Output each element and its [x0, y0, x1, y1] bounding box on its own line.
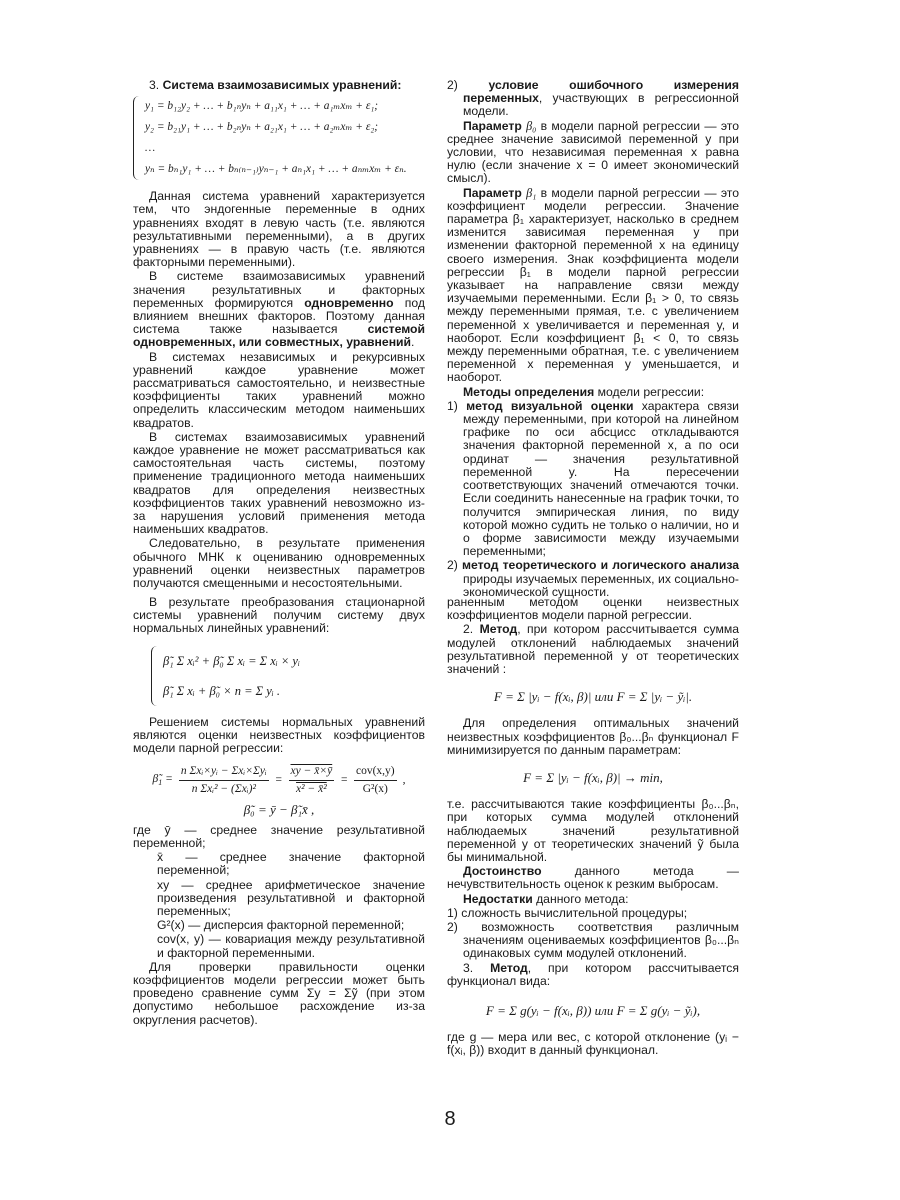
equation-system [133, 96, 425, 180]
left-brace [151, 646, 160, 706]
paragraph: Достоинство данного метода — нечувствительность оценок к резким выбросам. [447, 864, 739, 892]
where-line: G²(x) — дисперсия факторной переменной; [157, 918, 405, 933]
paragraph: где g — мера или вес, с которой отклонение (yᵢ − f(xᵢ, β)) входит в данный функционал. [447, 1030, 739, 1058]
normal-eq-1: β̃₁ Σ xᵢ² + β̃₀ Σ xᵢ = Σ xᵢ × yᵢ [163, 653, 300, 668]
equals-sign: = [274, 774, 283, 787]
normal-equations [151, 646, 425, 706]
paragraph: 2. Метод, при котором рассчитывается сумма модулей отклонений наблюдаемых значений результативной переменной y от теоретических значений : [447, 622, 739, 677]
paragraph: Методы определения модели регрессии: [463, 384, 705, 399]
page-number: 8 [444, 1108, 456, 1130]
block2-right-column [447, 596, 739, 1059]
paragraph: В результате преобразования стационарной системы уравнений получим систему двух нормальных линейных уравнений: [133, 595, 425, 636]
comma: , [402, 774, 406, 787]
list-item: 2) условие ошибочного измерения переменных, участвующих в регрессионной модели. [447, 78, 740, 119]
paragraph: Параметр β₀ в модели парной регрессии — это среднее значение зависимой переменной y при условии, что независимая переменная x равна нулю (если значение x = 0 имеет экономический смысл). [447, 118, 740, 186]
block1-left-column [133, 79, 425, 591]
paragraph: В системе взаимозависимых уравнений значения результативных и факторных переменных формируются одновременно под влиянием внешних факторов. Поэтому данная система также называется системой одновременных, или совместных, уравнений. [133, 269, 425, 350]
fraction-numerator: n Σxᵢ×yᵢ − Σxᵢ×Σyᵢ [179, 765, 269, 781]
beta0-estimate-formula: β̃₀ = ȳ − β̃₁x̄ , [243, 801, 315, 817]
where-line: где ȳ — среднее значение результативной переменной; [133, 822, 425, 851]
beta1-estimate-formula [133, 765, 425, 796]
block2-left-column [133, 596, 425, 1028]
min-formula: F = Σ |yᵢ − f(xᵢ, β)| → min, [523, 770, 663, 786]
normal-eq-2: β̃₁ Σ xᵢ + β̃₀ × n = Σ yᵢ . [163, 683, 280, 698]
paragraph: Для проверки правильности оценки коэффициентов модели регрессии может быть проведено сравнение сумм Σy = Σỹ (при этом допустимо небольшое расхождение из-за округления расчетов). [133, 959, 425, 1027]
paragraph: Данная система уравнений характеризуется тем, что эндогенные переменные в одних уравнениях входят в левую часть (т.е. являются результативными переменными), а в других уравнениях — в правую часть (т.е. являются факторными переменными). [133, 189, 425, 270]
where-line: cov(x, y) — ковариация между результативной и факторной переменными. [157, 932, 425, 960]
system-line-4: yₙ = bₙ₁y₁ + … + bₙ₍ₙ₋₁₎yₙ₋₁ + aₙ₁x₁ + … + aₙₘxₘ + εₙ. [145, 163, 407, 176]
paragraph: Параметр β₁ в модели парной регрессии — это коэффициент модели регрессии. Значение параметра β₁ характеризует, насколько в среднем изменится зависимая переменная y при изменении факторной переменной x на единицу своего измерения. Знак коэффициента модели регрессии β₁ в модели парной регрессии указывает на направление связи между изучаемыми переменными. Если β₁ > 0, то связь между переменными прямая, т.е. с увеличением переменной x увеличивается и переменная y, и наоборот. Если коэффициент β₁ < 0, то связь между переменными обратная, т.е. с увеличением переменной x переменная y уменьшается, и наоборот. [447, 185, 740, 385]
paragraph: Следовательно, в результате применения обычного МНК к оцениванию одновременных уравнений оценки неизвестных параметров получаются смещенными и несостоятельными. [133, 536, 425, 591]
where-line: x̄ — среднее значение факторной переменной; [157, 850, 425, 878]
heading-system: 3. Система взаимозависимых уравнений: [149, 78, 402, 92]
paragraph: 3. Метод, при котором рассчитывается функционал вида: [447, 960, 739, 988]
block1-right-column [447, 79, 739, 600]
fraction-numerator: xy − x̄×ȳ [289, 765, 335, 781]
where-line: xy — среднее арифметическое значение произведения результативной и факторной переменных; [157, 877, 425, 919]
left-brace [133, 96, 142, 180]
paragraph: В системах независимых и рекурсивных уравнений каждое уравнение может рассматриваться самостоятельно, и неизвестные коэффициенты таких уравнений можно определить классическим методом наименьших квадратов. [133, 349, 425, 430]
abs-deviation-formula: F = Σ |yᵢ − f(xᵢ, β)| или F = Σ |yᵢ − ỹᵢ|. [493, 689, 693, 705]
list-item: 1) метод визуальной оценки характера связи между переменными, при которой на линейном графике по оси абсцисс откладываются значения факторной переменной x, а по оси ординат — значения результативной переменной y. На пересечении соответствующих значений отмечаются точки. Если соединить нанесенные на график точки, то получится эмпирическая линия, по виду которой можно судить не только о наличии, но и о форме зависимости между изучаемыми переменными; [447, 398, 739, 559]
fraction-denominator: x² − x̄² [296, 783, 327, 796]
paragraph: т.е. рассчитываются такие коэффициенты β₀...βₙ, при которых сумма модулей отклонений наблюдаемых значений результативной переменной y от теоретических значений ỹ была бы минимальной. [447, 797, 739, 865]
paragraph: раненным методом оценки неизвестных коэффициентов модели парной регрессии. [447, 595, 739, 623]
fraction-denominator: n Σxᵢ² − (Σxᵢ)² [191, 783, 256, 796]
fraction-cov [354, 765, 397, 796]
paragraph: Для определения оптимальных значений неизвестных коэффициентов β₀...βₙ функционал F минимизируется по данным параметрам: [447, 716, 739, 757]
beta1-symbol: $\betã_1$ = [152, 772, 173, 787]
system-line-3: … [145, 142, 156, 155]
fraction-denominator: G²(x) [362, 783, 388, 796]
list-item: 2) метод теоретического и логического анализа природы изучаемых переменных, их социально-экономической сущности. [447, 558, 740, 599]
fraction-means [289, 765, 335, 796]
system-line-1: y₁ = b₁₂y₂ + … + b₁ₙyₙ + a₁₁x₁ + … + a₁ₘxₘ + ε₁; [145, 100, 379, 113]
paragraph: В системах взаимозависимых уравнений каждое уравнение не может рассматриваться как самостоятельная часть системы, поэтому применение традиционного метода наименьших квадратов для определения неизвестных коэффициентов таких уравнений невозможно из-за нарушения условий применения метода наименьших квадратов. [133, 429, 425, 537]
fraction-main [179, 765, 269, 796]
list-item: 1) сложность вычислительной процедуры; [447, 905, 688, 920]
fraction-numerator: cov(x,y) [354, 765, 397, 781]
equals-sign: = [340, 774, 348, 787]
paragraph: Решением системы нормальных уравнений являются оценки неизвестных коэффициентов модели парной регрессии: [133, 714, 425, 756]
paragraph: Недостатки данного метода: [463, 891, 629, 906]
weighted-formula: F = Σ g(yᵢ − f(xᵢ, β)) или F = Σ g(yᵢ − ỹᵢ), [485, 1003, 701, 1019]
system-line-2: y₂ = b₂₁y₁ + … + b₂ₙyₙ + a₂₁x₁ + … + a₂ₘxₘ + ε₂; [145, 121, 379, 134]
list-item: 2) возможность соответствия различным значениям оцениваемых коэффициентов β₀...βₙ одинаковых сумм модулей отклонений. [447, 920, 739, 961]
